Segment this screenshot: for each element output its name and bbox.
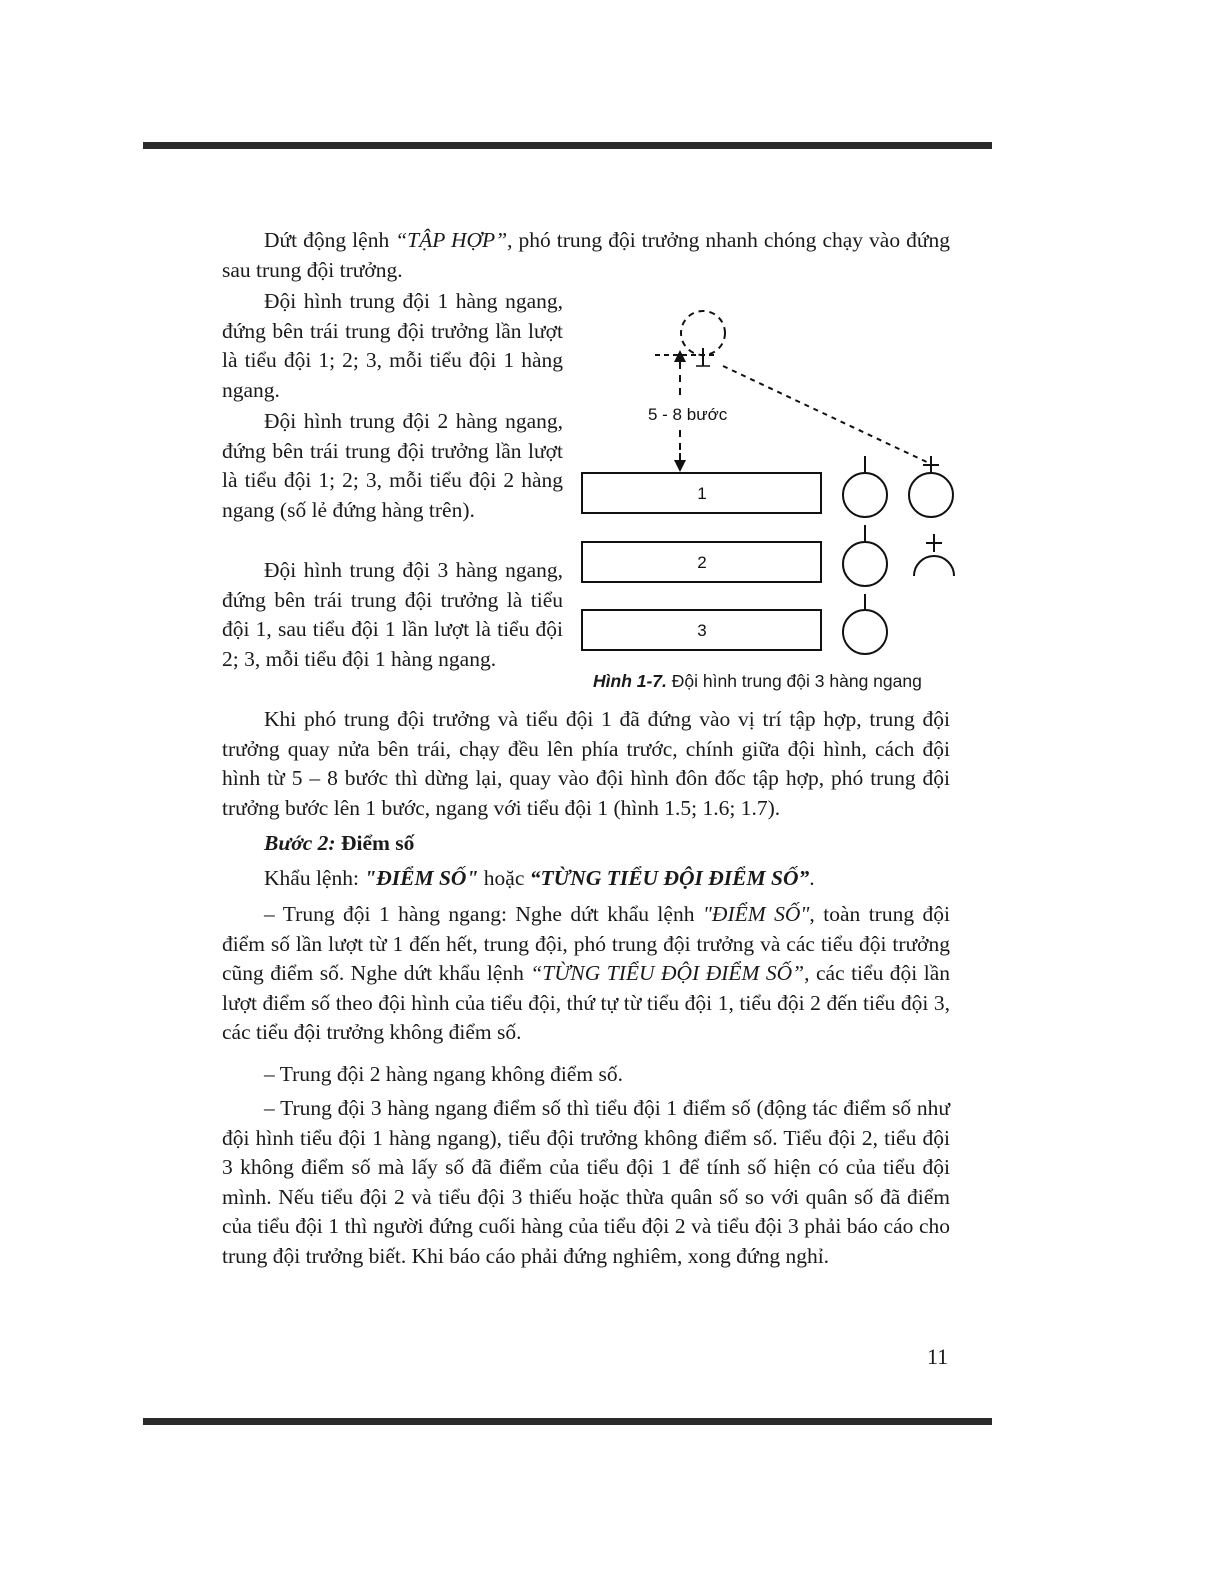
squad-row-3-label: 3 (697, 621, 707, 640)
footer-rule (143, 1418, 992, 1425)
distance-label: 5 - 8 bước (648, 405, 728, 424)
header-rule (143, 142, 992, 149)
paragraph-assembly-order: Dứt động lệnh “TẬP HỢP”, phó trung đội trưởng nhanh chóng chạy vào đứng sau trung đội trưởng. (222, 228, 950, 282)
figure-caption: Hình 1-7. Đội hình trung đội 3 hàng ngang (593, 671, 922, 691)
deputy-leader-icon (909, 473, 953, 517)
formation-diagram (575, 298, 965, 670)
paragraph-3-rows-count: – Trung đội 3 hàng ngang điểm số thì tiểu đội 1 điểm số (động tác điểm số như đội hình tiểu đội 1 hàng ngang), tiểu đội trưởng không điểm số. Tiểu đội 2, tiểu đội 3 không điểm số mà lấy số đã điểm của tiểu đội 1 để tính số hiện có của tiểu đội mình. Nếu tiểu đội 2 và tiểu đội 3 thiếu hoặc thừa quân số so với quân số đã điểm của tiểu đội 1 thì người đứng cuối hàng của tiểu đội 2 và tiểu đội 3 phải báo cáo cho trung đội trưởng biết. Khi báo cáo phải đứng nghiêm, xong đứng nghỉ. (222, 1096, 950, 1268)
paragraph-formation-1-row: Đội hình trung đội 1 hàng ngang, đứng bên trái trung đội trưởng lần lượt là tiểu đội 1; 2; 3, mỗi tiểu đội 1 hàng ngang. (222, 289, 563, 402)
paragraph-leader-position: Khi phó trung đội trưởng và tiểu đội 1 đã đứng vào vị trí tập hợp, trung đội trưởng quay nửa bên trái, chạy đều lên phía trước, chính giữa đội hình, cách đội hình từ 5 – 8 bước thì dừng lại, quay vào đội hình đôn đốc tập hợp, phó trung đội trưởng bước lên 1 bước, ngang với tiểu đội 1 (hình 1.5; 1.6; 1.7). (222, 707, 950, 820)
paragraph-1-row-count: – Trung đội 1 hàng ngang: Nghe dứt khẩu lệnh "ĐIỂM SỐ", toàn trung đội điểm số lần lượt từ 1 đến hết, trung đội, phó trung đội trưởng và các tiểu đội trưởng cũng điểm số. Nghe dứt khẩu lệnh “TỪNG TIỂU ĐỘI ĐIỂM SỐ”, các tiểu đội lần lượt điểm số theo đội hình của tiểu đội, thứ tự từ tiểu đội 1, tiểu đội 2 đến tiểu đội 3, các tiểu đội trưởng không điểm số. (222, 902, 951, 1044)
paragraph-formation-2-rows: Đội hình trung đội 2 hàng ngang, đứng bên trái trung đội trưởng lần lượt là tiểu đội 1; 2; 3, mỗi tiểu đội 2 hàng ngang (số lẻ đứng hàng trên). (222, 409, 563, 522)
squad-leader-2-icon (843, 542, 887, 586)
command-line: Khẩu lệnh: "ĐIỂM SỐ" hoặc “TỪNG TIỂU ĐỘI ĐIỂM SỐ”. (264, 866, 815, 890)
page-number: 11 (927, 1344, 949, 1369)
movement-path (723, 366, 931, 464)
squad-row-1-label: 1 (697, 484, 707, 503)
paragraph-2-rows-count: – Trung đội 2 hàng ngang không điểm số. (264, 1062, 623, 1086)
squad-leader-3-icon (843, 610, 887, 654)
step-2-heading: Bước 2: Điểm số (264, 831, 415, 855)
squad-leader-1-icon (843, 473, 887, 517)
leader-turn-icon (914, 556, 954, 576)
paragraph-formation-3-rows: Đội hình trung đội 3 hàng ngang, đứng bên trái trung đội trưởng là tiểu đội 1, sau tiểu đội 1 lần lượt là tiểu đội 2; 3, mỗi tiểu đội 1 hàng ngang. (222, 558, 563, 671)
squad-row-2-label: 2 (697, 553, 707, 572)
arrow-down-icon (674, 460, 686, 472)
